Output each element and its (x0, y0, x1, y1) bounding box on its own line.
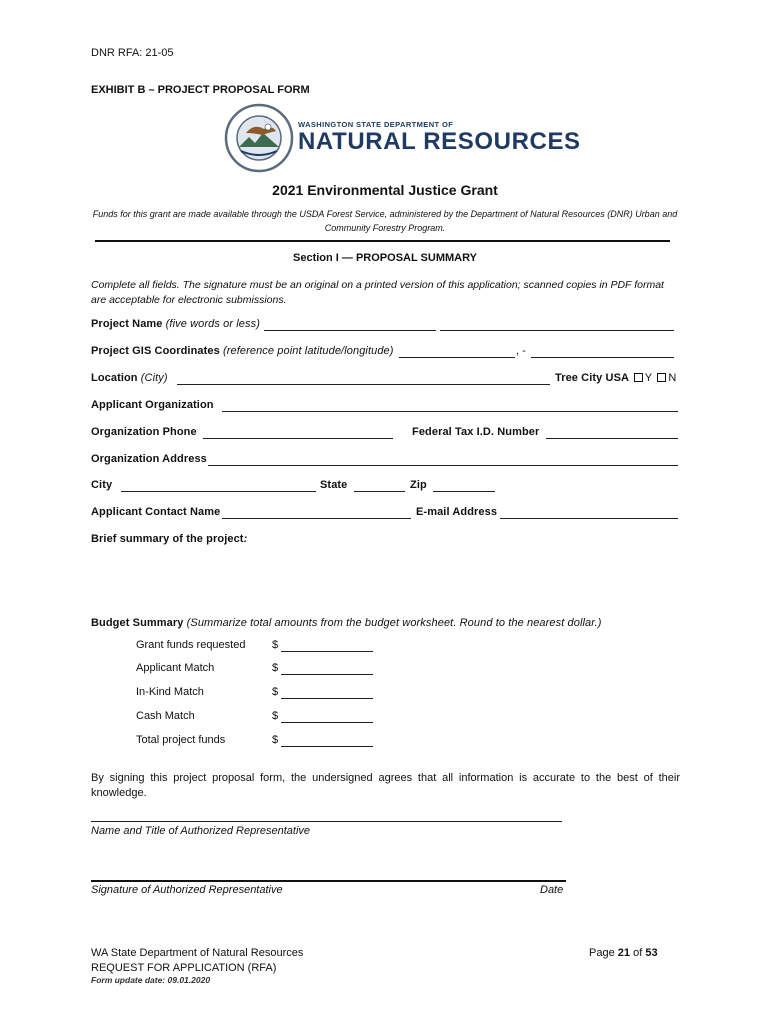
cash-match-field[interactable] (281, 722, 373, 723)
gis-separator: , - (516, 345, 526, 357)
budget-currency: $ (272, 639, 279, 651)
budget-item-label: Cash Match (136, 710, 195, 722)
tax-id-label: Federal Tax I.D. Number (412, 426, 540, 438)
budget-summary-label: Budget Summary (Summarize total amounts from the budget worksheet. Round to the nearest dollar.) (91, 617, 602, 629)
applicant-org-label: Applicant Organization (91, 399, 214, 411)
email-label: E-mail Address (416, 506, 498, 518)
grant-funds-field[interactable] (281, 651, 373, 652)
page-title: 2021 Environmental Justice Grant (272, 182, 498, 198)
name-title-field[interactable] (91, 821, 562, 822)
applicant-org-field[interactable] (222, 411, 678, 412)
gis-latitude-field[interactable] (399, 357, 515, 358)
gis-longitude-field[interactable] (531, 357, 674, 358)
tax-id-field[interactable] (546, 438, 678, 439)
page-number: Page 21 of 53 (589, 947, 658, 959)
title-divider (95, 240, 670, 242)
footer-update-date: Form update date: 09.01.2020 (91, 975, 211, 985)
gis-label: Project GIS Coordinates (reference point latitude/longitude) (91, 345, 394, 357)
dnr-seal-logo (224, 103, 294, 173)
org-address-field[interactable] (208, 465, 678, 466)
agency-name: NATURAL RESOURCES (298, 128, 581, 155)
name-title-label: Name and Title of Authorized Representative (91, 825, 311, 837)
location-label: Location (City) (91, 372, 168, 384)
project-summary-label: Brief summary of the project: (91, 533, 248, 545)
total-project-funds-field[interactable] (281, 746, 373, 747)
contact-name-label: Applicant Contact Name (91, 506, 221, 518)
signature-label: Signature of Authorized Representative (91, 884, 283, 896)
budget-item-label: In-Kind Match (136, 686, 204, 698)
project-name-field[interactable] (264, 330, 436, 331)
exhibit-title: EXHIBIT B – PROJECT PROPOSAL FORM (91, 84, 310, 96)
applicant-match-field[interactable] (281, 674, 373, 675)
state-label: State (320, 479, 348, 491)
agency-subtitle: WASHINGTON STATE DEPARTMENT OF (298, 120, 454, 129)
project-name-label: Project Name (five words or less) (91, 318, 260, 330)
document-reference: DNR RFA: 21-05 (91, 47, 174, 59)
budget-item-label: Applicant Match (136, 662, 215, 674)
state-field[interactable] (354, 491, 405, 492)
instructions: Complete all fields. The signature must be an original on a printed version of this application; scanned copies in PDF format are acceptable for electronic submissions. (91, 279, 664, 306)
budget-currency: $ (272, 662, 279, 674)
funding-note: Funds for this grant are made available through the USDA Forest Service, administered by the Department of Natural Resources (DNR) Urban and Community Forestry Program. (92, 209, 678, 233)
date-label: Date (540, 884, 564, 896)
section-heading: Section I — PROPOSAL SUMMARY (293, 252, 477, 264)
zip-label: Zip (410, 479, 427, 491)
tree-city-group: Tree City USA Y N (555, 372, 677, 384)
city-field[interactable] (121, 491, 316, 492)
org-phone-field[interactable] (203, 438, 393, 439)
email-field[interactable] (500, 518, 678, 519)
location-field[interactable] (177, 384, 550, 385)
tree-city-yes-checkbox[interactable] (634, 373, 643, 382)
budget-currency: $ (272, 710, 279, 722)
budget-currency: $ (272, 734, 279, 746)
signature-field[interactable] (91, 880, 566, 882)
agreement-text: By signing this project proposal form, the undersigned agrees that all information is accurate to the best of their knowledge. (91, 772, 680, 799)
footer-agency: WA State Department of Natural Resources (91, 947, 304, 959)
budget-item-label: Total project funds (136, 734, 226, 746)
in-kind-match-field[interactable] (281, 698, 373, 699)
tree-city-no-checkbox[interactable] (657, 373, 666, 382)
org-phone-label: Organization Phone (91, 426, 197, 438)
budget-currency: $ (272, 686, 279, 698)
project-name-field-continued[interactable] (440, 330, 674, 331)
city-label: City (91, 479, 113, 491)
zip-field[interactable] (433, 491, 495, 492)
contact-name-field[interactable] (222, 518, 411, 519)
org-address-label: Organization Address (91, 453, 207, 465)
project-summary-area[interactable] (91, 550, 678, 610)
footer-document: REQUEST FOR APPLICATION (RFA) (91, 962, 277, 974)
budget-item-label: Grant funds requested (136, 639, 246, 651)
